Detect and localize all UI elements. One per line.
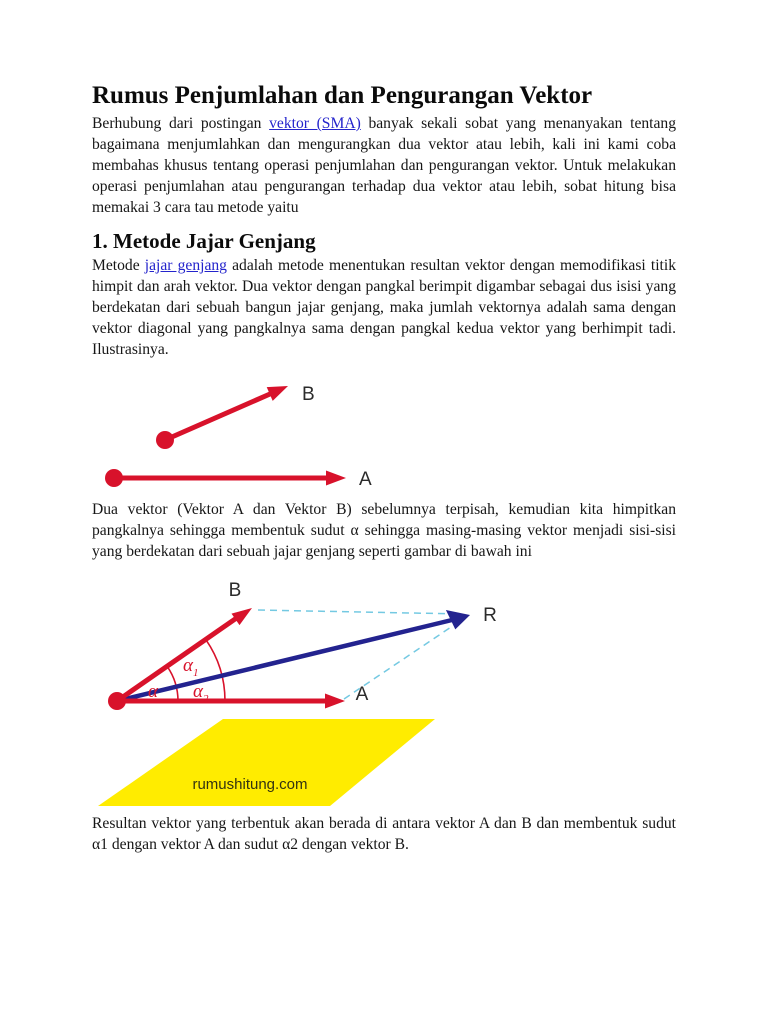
vector-a-label: A xyxy=(355,684,369,705)
vector-a-arrowhead xyxy=(325,694,345,709)
section-1-paragraph xyxy=(92,255,676,360)
watermark-label: rumushitung.com xyxy=(192,776,308,793)
jajar-genjang-link[interactable]: jajar genjang xyxy=(144,257,227,274)
angle-alpha1-label: $\alpha_1$ xyxy=(183,655,199,679)
vector-b-line xyxy=(165,394,270,440)
vector-a-label: A xyxy=(359,469,372,490)
vector-b-arrowhead xyxy=(232,608,253,625)
between-figures-paragraph: Dua vektor (Vektor A dan Vektor B) sebelumnya terpisah, kemudian kita himpitkan pangkalnya sehingga membentuk sudut α sehingga masing-masing vektor menjadi sisi-sisi yang berdekatan dari sebuah jajar genjang seperti gambar di bawah ini xyxy=(92,501,676,560)
parallelogram-method-figure xyxy=(95,571,515,813)
section-1-text-after: adalah metode menentukan resultan vektor dengan memodifikasi titik himpit dan arah vektor. Dua vektor dengan pangkal berimpit digambar sebagai dus isisi yang berdekatan dari sebuah bangun jajar genjang, maka jumlah vektornya adalah sama dengan vektor diagonal yang pangkalnya sama dengan pangkal kedua vektor yang berhimpit tadi. Ilustrasinya. xyxy=(92,257,676,358)
outer-angle-arc xyxy=(206,640,225,701)
intro-text-before: Berhubung dari postingan xyxy=(92,115,270,132)
common-origin-dot xyxy=(108,692,126,710)
vektor-sma-link[interactable]: vektor (SMA) xyxy=(269,115,361,132)
page-title: Rumus Penjumlahan dan Pengurangan Vektor xyxy=(92,82,593,109)
section-1-heading: 1. Metode Jajar Genjang xyxy=(92,229,316,253)
separate-vectors-figure xyxy=(98,369,443,499)
vector-b-label: B xyxy=(302,384,315,405)
angle-alpha-label: α xyxy=(148,681,158,702)
document-content xyxy=(92,0,676,855)
angle-alpha2-label: $\alpha_2$ xyxy=(193,681,209,705)
resultant-r-label: R xyxy=(483,605,497,626)
intro-paragraph xyxy=(92,113,676,218)
vector-a-arrowhead xyxy=(326,471,346,486)
dashed-top-construction-line xyxy=(258,610,462,614)
section-1-text-before: Metode xyxy=(92,257,145,274)
resultant-r-line xyxy=(117,620,452,701)
vector-b-label: B xyxy=(228,580,242,601)
vector-b-arrowhead xyxy=(267,386,288,401)
closing-paragraph: Resultan vektor yang terbentuk akan berada di antara vektor A dan B dan membentuk sudut α1 dengan vektor A dan sudut α2 dengan vektor B. xyxy=(92,815,676,853)
intro-text-after: banyak sekali sobat yang menanyakan tentang bagaimana menjumlahkan dan mengurangkan dua vektor atau lebih, kali ini kami coba membahas khusus tentang operasi penjumlahan dan pengurangan vektor. Untuk melakukan operasi penjumlahan atau pengurangan terhadap dua vektor atau lebih, sobat hitung bisa memakai 3 cara tau metode yaitu xyxy=(92,115,677,216)
inner-angle-arc xyxy=(167,666,178,701)
